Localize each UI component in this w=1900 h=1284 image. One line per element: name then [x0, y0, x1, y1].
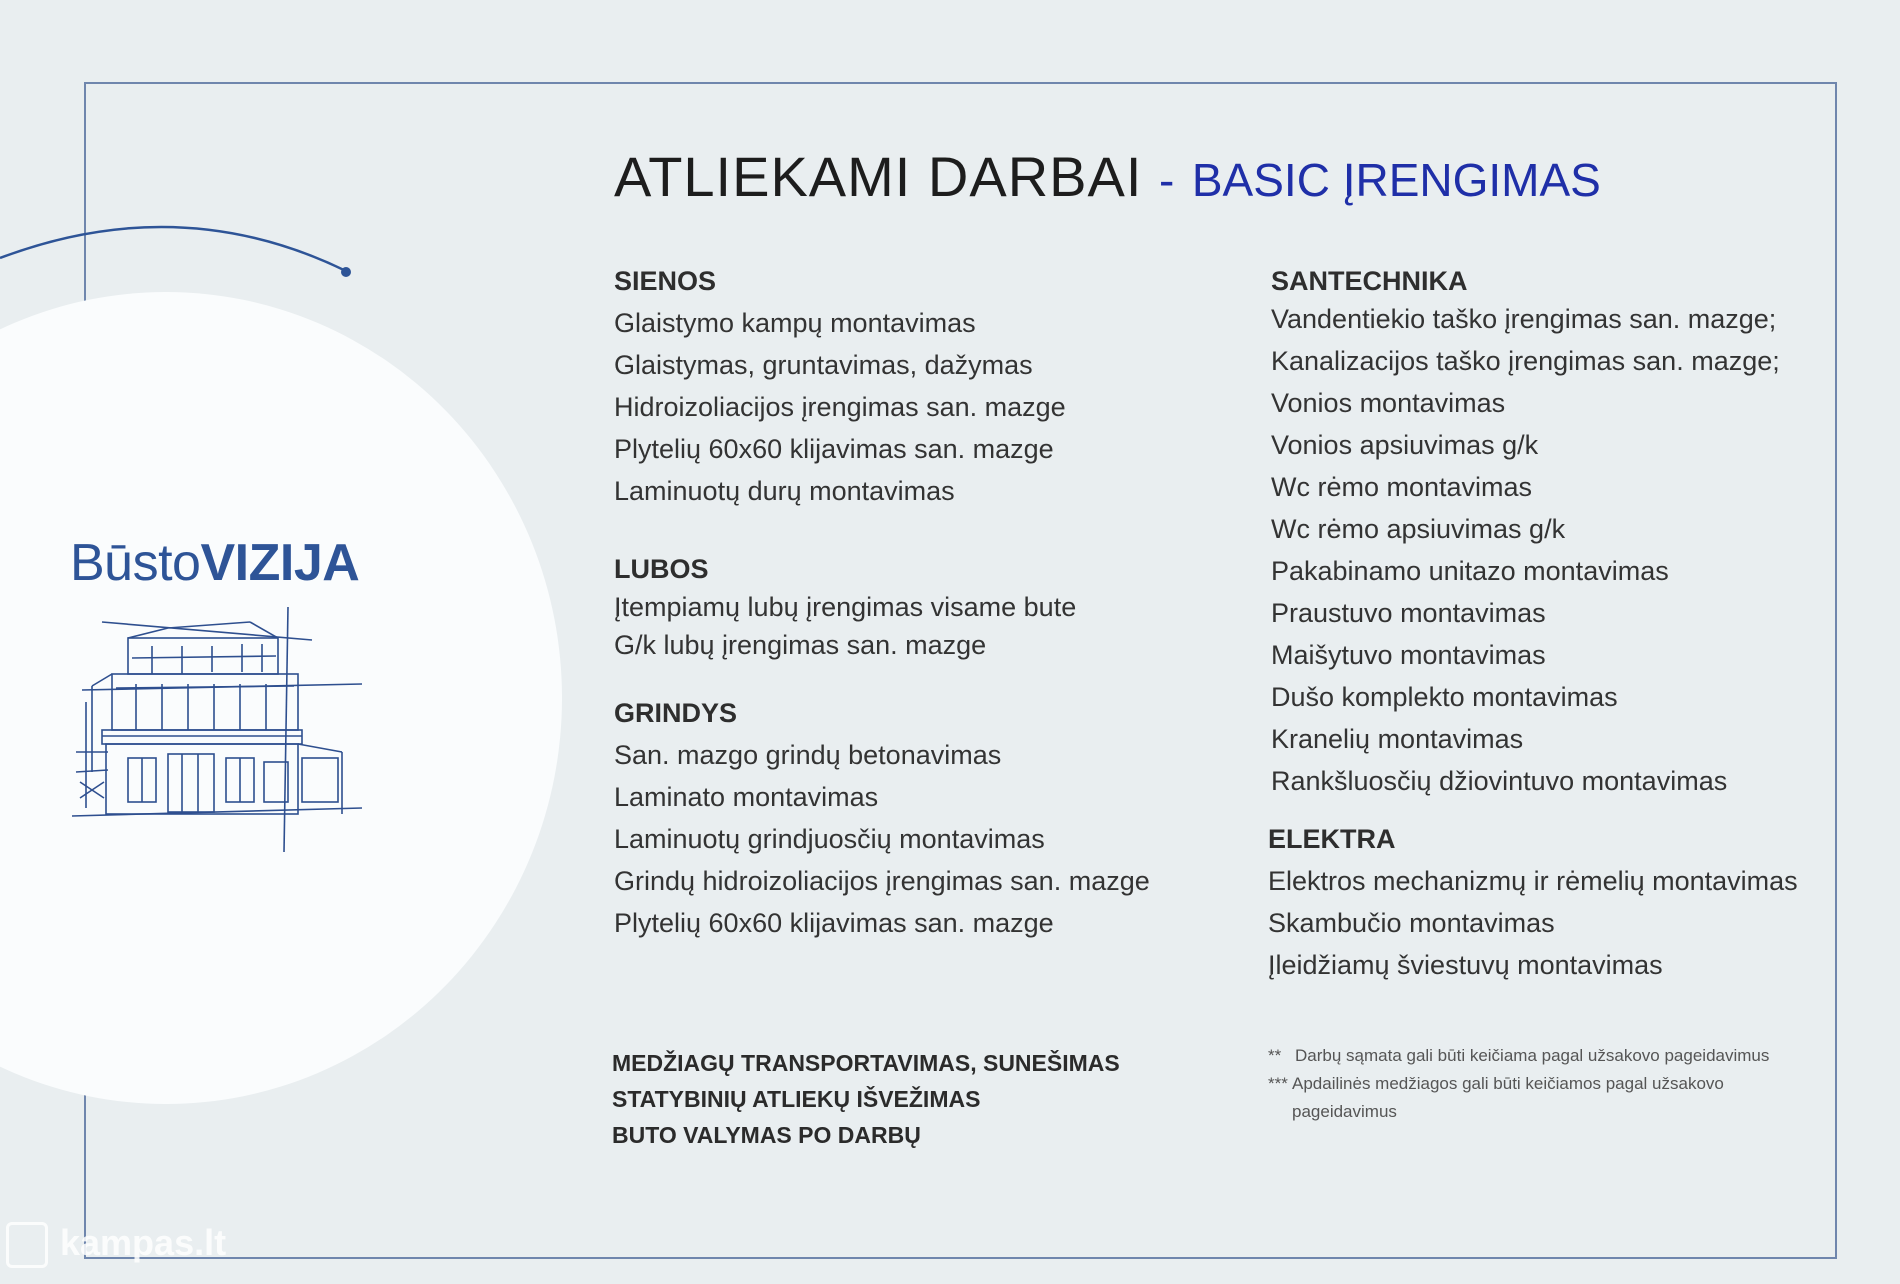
- list-item: Įtempiamų lubų įrengimas visame bute: [614, 592, 1077, 622]
- service-line: STATYBINIŲ ATLIEKŲ IŠVEŽIMAS: [612, 1086, 981, 1112]
- watermark: [6, 1222, 226, 1268]
- list-item: Wc rėmo apsiuvimas g/k: [1271, 514, 1566, 544]
- service-line: MEDŽIAGŲ TRANSPORTAVIMAS, SUNEŠIMAS: [612, 1050, 1120, 1076]
- list-item: Glaistymo kampų montavimas: [614, 308, 976, 338]
- list-item: Įleidžiamų šviestuvų montavimas: [1268, 950, 1663, 980]
- title-dash: -: [1158, 154, 1176, 206]
- list-item: Laminato montavimas: [614, 782, 879, 812]
- page-title: [614, 144, 1601, 209]
- decorative-arc: [0, 0, 400, 300]
- footnote-mark: **: [1268, 1046, 1282, 1065]
- house-sketch-icon: [72, 602, 372, 857]
- kampas-logo-icon: [6, 1222, 48, 1268]
- list-item: Grindų hidroizoliacijos įrengimas san. mazge: [614, 866, 1150, 896]
- list-item: Laminuotų durų montavimas: [614, 476, 955, 506]
- footnote-text: Apdailinės medžiagos gali būti keičiamos pagal užsakovo: [1292, 1074, 1724, 1093]
- footnote-text-continued: pageidavimus: [1292, 1102, 1397, 1121]
- list-item: Kanalizacijos taško įrengimas san. mazge;: [1271, 346, 1780, 376]
- list-item: Laminuotų grindjuosčių montavimas: [614, 824, 1045, 854]
- footnote-text: Darbų sąmata gali būti keičiama pagal užsakovo pageidavimus: [1295, 1046, 1770, 1065]
- list-item: Glaistymas, gruntavimas, dažymas: [614, 350, 1033, 380]
- footnote-mark: ***: [1268, 1074, 1288, 1093]
- section-heading-lubos: LUBOS: [614, 554, 709, 584]
- list-item: Maišytuvo montavimas: [1271, 640, 1546, 670]
- section-heading-santechnika: SANTECHNIKA: [1271, 266, 1468, 296]
- list-item: Dušo komplekto montavimas: [1271, 682, 1618, 712]
- list-item: Vonios apsiuvimas g/k: [1271, 430, 1539, 460]
- logo-text-light: Būsto: [70, 534, 201, 592]
- list-item: Skambučio montavimas: [1268, 908, 1555, 938]
- service-line: BUTO VALYMAS PO DARBŲ: [612, 1122, 921, 1148]
- list-item: Wc rėmo montavimas: [1271, 472, 1533, 502]
- list-item: G/k lubų įrengimas san. mazge: [614, 630, 987, 660]
- list-item: Kranelių montavimas: [1271, 724, 1524, 754]
- title-accent: BASIC ĮRENGIMAS: [1191, 154, 1601, 206]
- section-heading-sienos: SIENOS: [614, 266, 717, 296]
- list-item: Vonios montavimas: [1271, 388, 1506, 418]
- watermark-text: kampas.lt: [60, 1222, 227, 1263]
- title-main: ATLIEKAMI DARBAI: [614, 145, 1143, 208]
- section-heading-elektra: ELEKTRA: [1268, 824, 1396, 854]
- list-item: Vandentiekio taško įrengimas san. mazge;: [1271, 304, 1777, 334]
- list-item: Elektros mechanizmų ir rėmelių montavimas: [1268, 866, 1798, 896]
- list-item: Plytelių 60x60 klijavimas san. mazge: [614, 908, 1054, 938]
- section-heading-grindys: GRINDYS: [614, 698, 738, 728]
- brand-logo: [70, 533, 359, 593]
- list-item: San. mazgo grindų betonavimas: [614, 740, 1002, 770]
- list-item: Rankšluosčių džiovintuvo montavimas: [1271, 766, 1728, 796]
- logo-text-bold: VIZIJA: [200, 534, 360, 592]
- list-item: Praustuvo montavimas: [1271, 598, 1546, 628]
- list-item: Pakabinamo unitazo montavimas: [1271, 556, 1669, 586]
- list-item: Plytelių 60x60 klijavimas san. mazge: [614, 434, 1054, 464]
- list-item: Hidroizoliacijos įrengimas san. mazge: [614, 392, 1066, 422]
